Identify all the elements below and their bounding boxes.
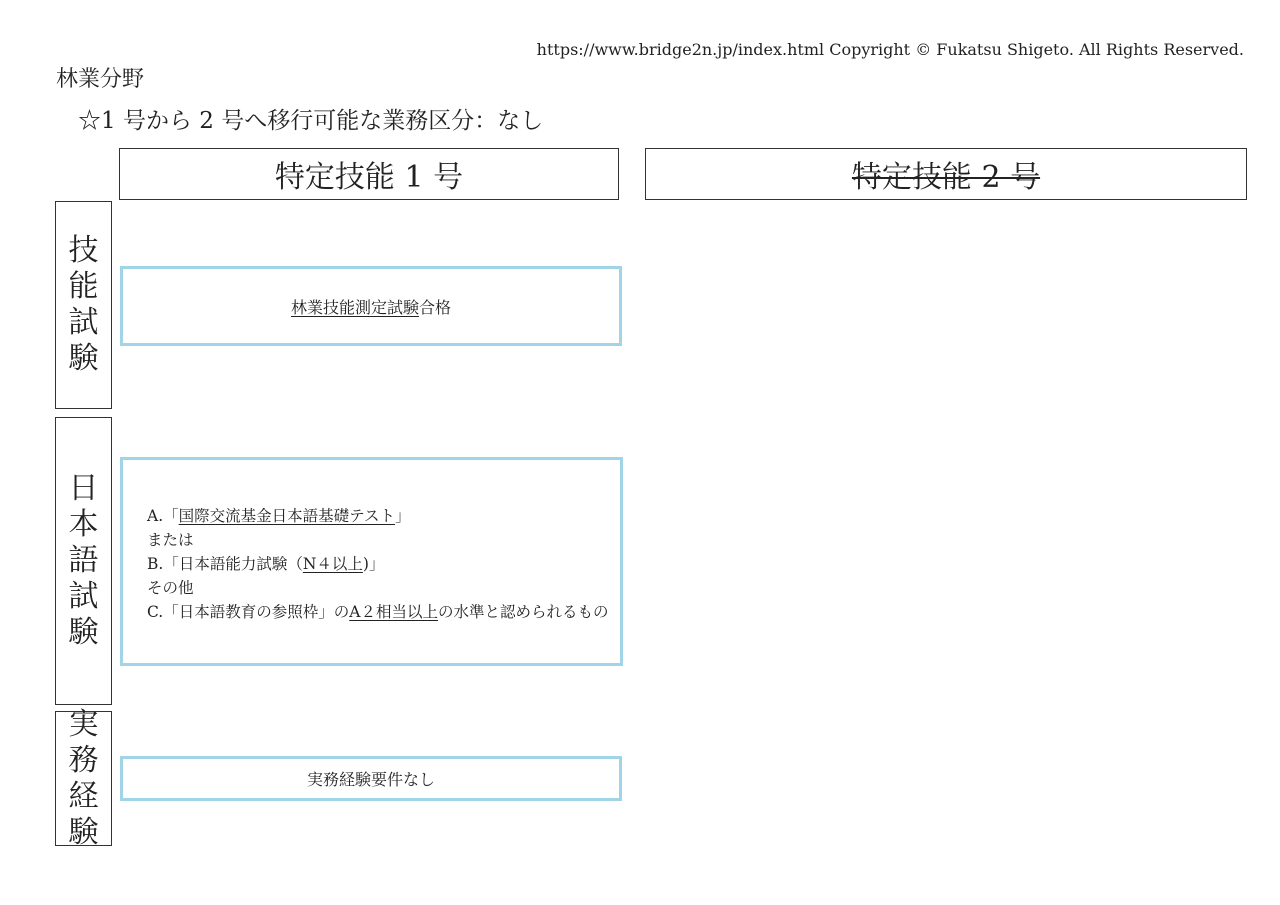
column-header-level1-label: 特定技能 1 号 — [274, 160, 464, 195]
option-c-level: A２相当以上 — [349, 603, 438, 621]
option-a-test-name: 国際交流基金日本語基礎テスト — [178, 507, 396, 525]
japanese-or-text: または — [147, 531, 194, 549]
option-b-prefix: B.「日本語能力試験（ — [147, 555, 303, 573]
row-label-char: 日 — [68, 471, 99, 506]
experience-requirement-box — [120, 756, 622, 801]
row-label-char: 経 — [68, 778, 99, 814]
japanese-requirement-box — [120, 457, 623, 666]
row-label-char: 験 — [68, 341, 99, 376]
row-label-skill-test — [55, 201, 112, 409]
japanese-other-text: その他 — [147, 579, 194, 597]
row-label-char: 本 — [68, 507, 99, 542]
japanese-option-a — [147, 504, 620, 528]
row-label-char: 験 — [68, 814, 99, 850]
option-a-prefix: A.「 — [147, 507, 179, 525]
transfer-note: ☆1 号から 2 号へ移行可能な業務区分：なし — [78, 108, 544, 134]
row-label-japanese-test — [55, 417, 112, 705]
column-header-level2-label: 特定技能 2 号 — [851, 160, 1041, 195]
row-label-char: 技 — [68, 233, 99, 268]
skill-test-suffix: 合格 — [419, 297, 452, 317]
japanese-option-c — [147, 600, 620, 624]
row-label-char: 試 — [68, 305, 99, 340]
row-label-char: 語 — [68, 543, 99, 578]
row-label-char: 能 — [68, 269, 99, 304]
row-label-char: 試 — [68, 579, 99, 614]
option-c-prefix: C.「日本語教育の参照枠」の — [147, 603, 350, 621]
option-b-suffix: )」 — [362, 555, 385, 573]
row-label-char: 験 — [68, 615, 99, 650]
row-label-char: 務 — [68, 742, 99, 778]
experience-requirement-text: 実務経験要件なし — [306, 770, 435, 789]
skill-test-name: 林業技能測定試験 — [290, 297, 419, 317]
row-label-char: 実 — [68, 706, 99, 742]
option-c-suffix: の水準と認められるもの — [437, 603, 609, 621]
option-a-suffix: 」 — [395, 507, 411, 525]
skill-requirement-box — [120, 266, 622, 346]
japanese-option-b — [147, 552, 620, 576]
copyright-notice: https://www.bridge2n.jp/index.html Copyright © Fukatsu Shigeto. All Rights Reserved. — [536, 40, 1244, 59]
field-title: 林業分野 — [56, 67, 145, 92]
column-header-level2 — [645, 148, 1247, 200]
row-label-experience — [55, 706, 112, 850]
column-header-level1 — [119, 148, 619, 200]
option-b-level: N４以上 — [302, 555, 363, 573]
